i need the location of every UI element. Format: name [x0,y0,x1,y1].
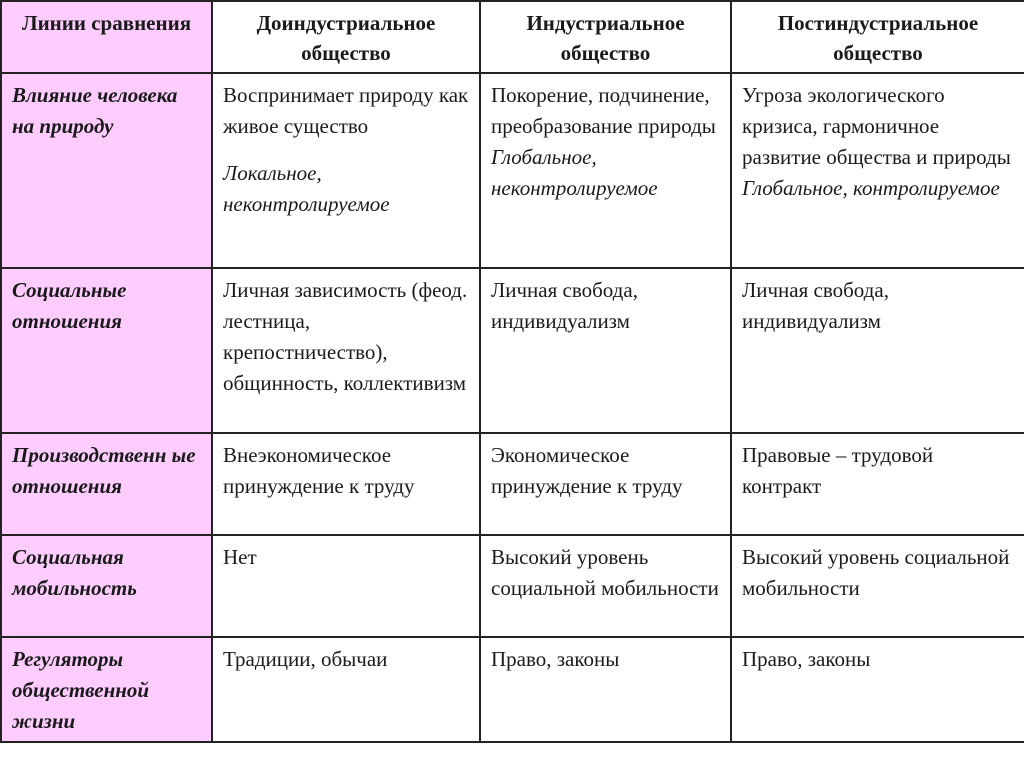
table-cell: Правовые – трудовой контракт [731,433,1024,535]
table-cell: Личная зависимость (феод. лестница, крепостничество), общинность, коллективизм [212,268,480,433]
cell-text: Воспринимает природу как живое существо [223,83,469,138]
table-cell: Личная свобода, индивидуализм [480,268,731,433]
header-industrial: Индустриальное общество [480,1,731,73]
table-cell: Право, законы [731,637,1024,742]
table-row [1,433,1024,535]
row-label: Социальные отношения [1,268,212,433]
table-row [1,268,1024,433]
table-cell [212,73,480,268]
header-comparison-lines: Линии сравнения [1,1,212,73]
table-cell: Право, законы [480,637,731,742]
table-cell: Высокий уровень социальной мобильности [480,535,731,637]
table-cell: Нет [212,535,480,637]
table-cell [731,73,1024,268]
table-cell: Традиции, обычаи [212,637,480,742]
cell-text: Угроза экологического кризиса, гармоничное развитие общества и природы [742,83,1011,169]
cell-text: Покорение, подчинение, преобразование природы [491,83,716,138]
row-label: Влияние человека на природу [1,73,212,268]
cell-italic-text: Глобальное, неконтролируемое [491,145,658,200]
row-label: Регуляторы общественной жизни [1,637,212,742]
table-cell: Внеэкономическое принуждение к труду [212,433,480,535]
table-row [1,73,1024,268]
row-label: Производственн ые отношения [1,433,212,535]
table-cell: Экономическое принуждение к труду [480,433,731,535]
table-row [1,535,1024,637]
table-cell: Высокий уровень социальной мобильности [731,535,1024,637]
table-cell [480,73,731,268]
table-header-row [1,1,1024,73]
cell-italic-text: Глобальное, контролируемое [742,176,1000,200]
table-row [1,637,1024,742]
row-label: Социальная мобильность [1,535,212,637]
cell-italic-text: Локальное, неконтролируемое [223,161,390,216]
header-postindustrial: Постиндустриальное общество [731,1,1024,73]
header-preindustrial: Доиндустриальное общество [212,1,480,73]
table-cell: Личная свобода, индивидуализм [731,268,1024,433]
